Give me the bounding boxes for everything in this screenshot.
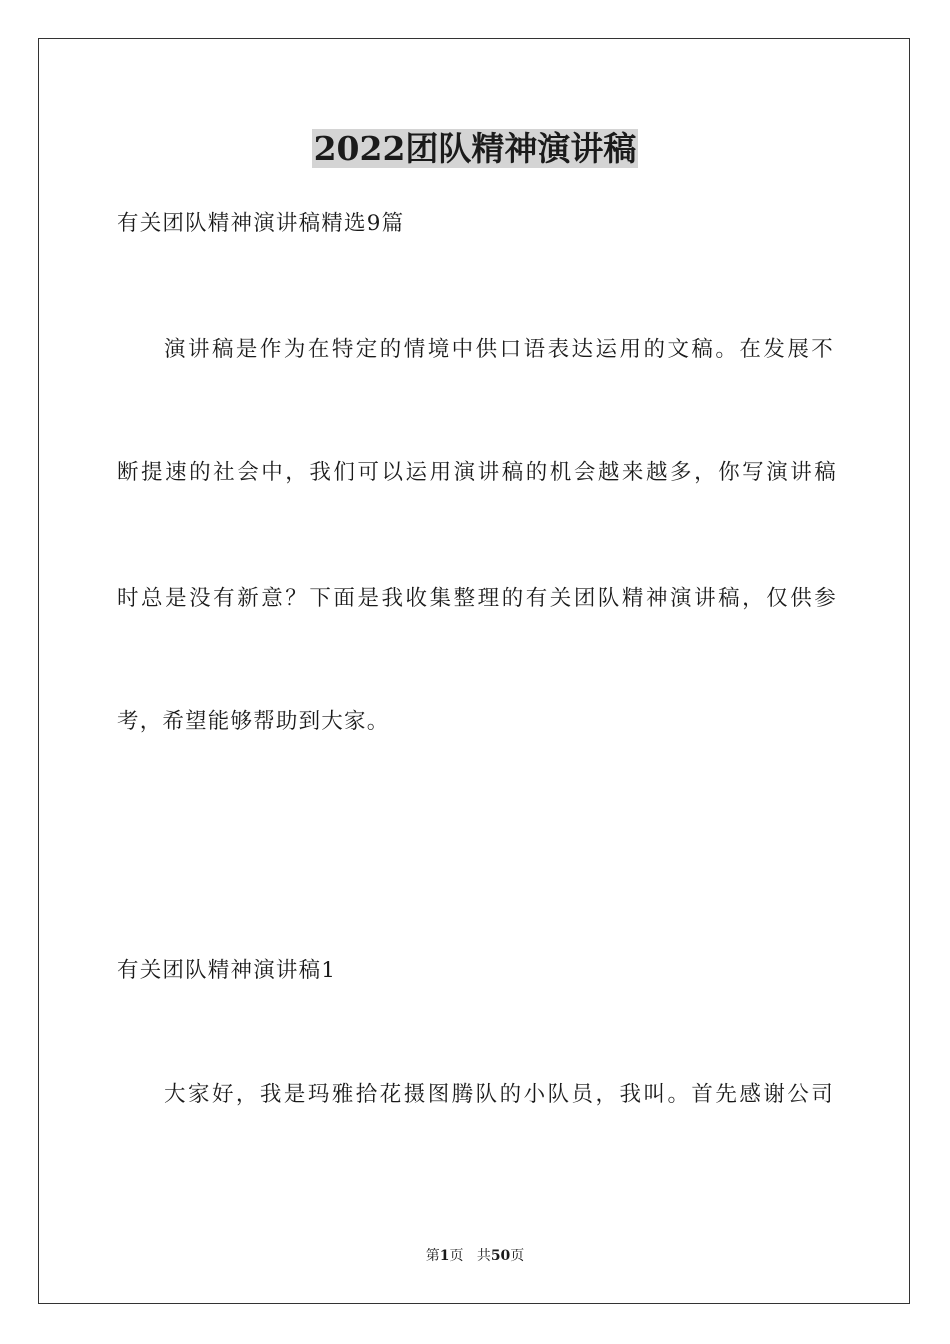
footer-page-prefix: 第	[425, 1248, 440, 1264]
page-footer	[0, 1246, 950, 1266]
document-subtitle: 有关团队精神演讲稿精选9篇	[117, 211, 405, 236]
intro-line-1: 演讲稿是作为在特定的情境中供口语表达运用的文稿。在发展不	[164, 337, 834, 362]
document-title	[0, 128, 950, 170]
footer-page-number: 1	[439, 1248, 450, 1264]
section-paragraph-line-1: 大家好，我是玛雅拾花摄图腾队的小队员，我叫。首先感谢公司	[164, 1082, 834, 1107]
footer-total-suffix: 页	[510, 1248, 525, 1264]
intro-line-2: 断提速的社会中，我们可以运用演讲稿的机会越来越多，你写演讲稿	[117, 460, 837, 485]
intro-line-3: 时总是没有新意？下面是我收集整理的有关团队精神演讲稿，仅供参	[117, 586, 837, 611]
document-title-text: 2022团队精神演讲稿	[313, 129, 637, 168]
footer-total-prefix: 共	[476, 1248, 491, 1264]
footer-total-pages: 50	[490, 1248, 511, 1264]
section-heading: 有关团队精神演讲稿1	[117, 958, 337, 983]
footer-page-suffix: 页	[449, 1248, 464, 1264]
intro-line-4: 考，希望能够帮助到大家。	[117, 709, 390, 734]
